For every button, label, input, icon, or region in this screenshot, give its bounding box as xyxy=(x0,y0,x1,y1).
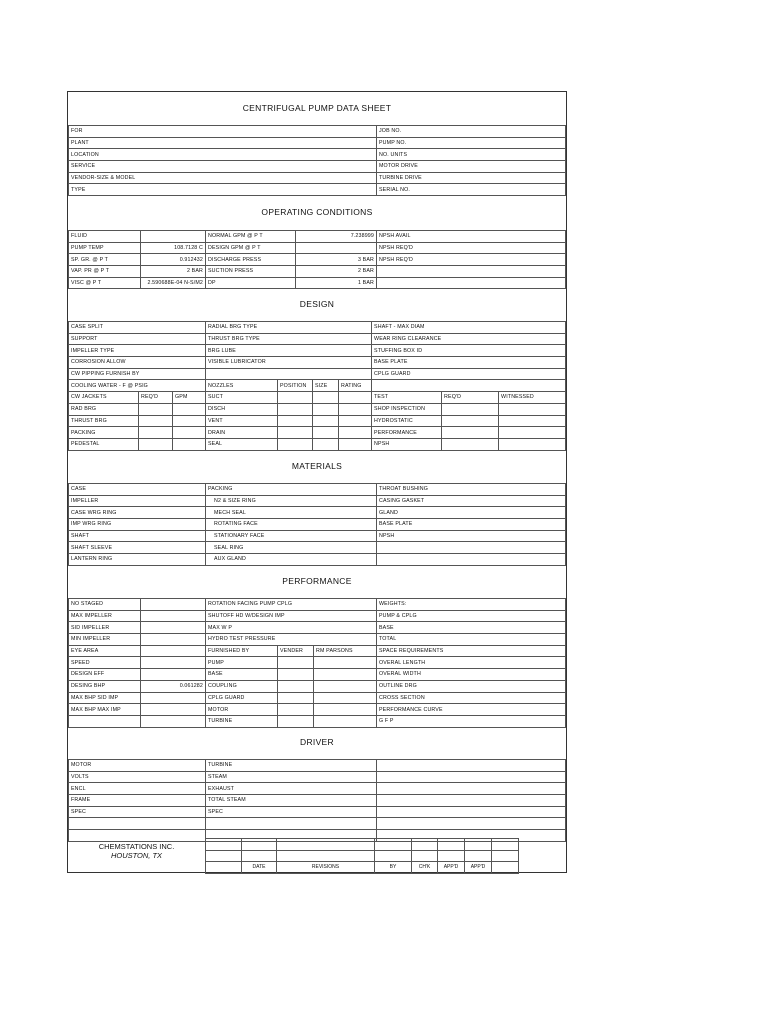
field-value: 2 BAR xyxy=(296,266,377,278)
field-label: DISCHARGE PRESS xyxy=(206,254,296,266)
performance-row xyxy=(69,704,566,716)
performance-row xyxy=(69,622,566,634)
field-label: SID IMPELLER xyxy=(69,622,141,634)
performance-row xyxy=(69,669,566,681)
field-label: LOCATION xyxy=(69,149,377,161)
driver-table xyxy=(68,759,566,842)
cooling-water-label: COOLING WATER - F @ PSIG xyxy=(69,380,206,392)
field-label: SHAFT - MAX DIAM xyxy=(372,322,566,334)
field-label: WEIGHTS: xyxy=(377,599,566,611)
field-label: PUMP NO. xyxy=(377,137,566,149)
revision-header: APP'D xyxy=(465,862,492,874)
field-cell xyxy=(173,415,206,427)
field-cell xyxy=(242,839,277,851)
nozzle-label: VENT xyxy=(206,415,278,427)
test-item-label: PERFORMANCE xyxy=(372,427,442,439)
nozzle-label: SUCT xyxy=(206,392,278,404)
revision-header: REVISIONS xyxy=(277,862,375,874)
design-item-row xyxy=(69,403,566,415)
field-cell xyxy=(377,806,566,818)
materials-table xyxy=(68,483,566,566)
field-value: 108.7128 C xyxy=(141,242,206,254)
field-label: SPACE REQUIREMENTS xyxy=(377,645,566,657)
field-value: 2.590688E-04 N-S/M2 xyxy=(141,277,206,289)
field-cell xyxy=(173,427,206,439)
field-label: THROAT BUSHING xyxy=(377,484,566,496)
field-label xyxy=(69,818,206,830)
materials-row xyxy=(69,484,566,496)
field-label: TURBINE xyxy=(206,760,377,772)
field-value xyxy=(141,634,206,646)
field-label: FOR xyxy=(69,126,377,138)
field-cell xyxy=(412,850,438,862)
field-label: AUX GLAND xyxy=(206,554,377,566)
column-header: WITNESSED xyxy=(499,392,566,404)
general-row xyxy=(69,149,566,161)
field-value xyxy=(141,657,206,669)
performance-row xyxy=(69,610,566,622)
general-row xyxy=(69,137,566,149)
operating-row xyxy=(69,231,566,243)
field-cell xyxy=(139,427,173,439)
design-title: DESIGN xyxy=(299,299,335,309)
cw-item-label: THRUST BRG xyxy=(69,415,139,427)
field-cell xyxy=(173,438,206,450)
field-label: MAX BHP MAX IMP xyxy=(69,704,141,716)
field-cell xyxy=(339,415,372,427)
field-label: IMPELLER xyxy=(69,495,206,507)
field-cell xyxy=(206,862,242,874)
field-cell xyxy=(314,692,377,704)
field-value: 0.061282 xyxy=(141,680,206,692)
field-cell xyxy=(313,438,339,450)
company-label: CHEMSTATIONS INC. xyxy=(98,842,175,851)
driver-row xyxy=(69,806,566,818)
revision-header: APP'D xyxy=(438,862,465,874)
field-label: NPSH xyxy=(377,530,566,542)
field-cell xyxy=(206,839,242,851)
field-value xyxy=(296,242,377,254)
company-name xyxy=(68,842,205,860)
field-cell xyxy=(314,669,377,681)
general-row xyxy=(69,126,566,138)
field-cell xyxy=(139,403,173,415)
field-label: BASE xyxy=(377,622,566,634)
field-label: JOB NO. xyxy=(377,126,566,138)
field-label: NPSH REQ'D xyxy=(377,242,566,254)
field-cell xyxy=(339,392,372,404)
field-value xyxy=(141,622,206,634)
field-cell xyxy=(377,760,566,772)
field-value: 0.912432 xyxy=(141,254,206,266)
field-value xyxy=(141,610,206,622)
field-cell xyxy=(206,850,242,862)
field-cell xyxy=(278,392,313,404)
driver-row xyxy=(69,783,566,795)
field-label: OVERAL LENGTH xyxy=(377,657,566,669)
field-cell xyxy=(278,657,314,669)
field-label: MOTOR xyxy=(206,704,278,716)
column-header: NOZZLES xyxy=(206,380,278,392)
field-label: TYPE xyxy=(69,184,377,196)
column-header: REQ'D xyxy=(442,392,499,404)
nozzle-label: DRAIN xyxy=(206,427,278,439)
field-label: OUTLINE DRG xyxy=(377,680,566,692)
materials-title: MATERIALS xyxy=(291,461,343,471)
company-city: HOUSTON, TX xyxy=(110,851,163,860)
field-label: IMPELLER TYPE xyxy=(69,345,206,357)
field-cell xyxy=(277,839,375,851)
general-row xyxy=(69,161,566,173)
field-cell xyxy=(377,818,566,830)
column-header: VENDER xyxy=(278,645,314,657)
materials-row xyxy=(69,542,566,554)
field-label: SHUTOFF HD W/DESIGN IMP xyxy=(206,610,377,622)
field-label: CASE xyxy=(69,484,206,496)
field-label: VISC @ P T xyxy=(69,277,141,289)
field-label: COUPLING xyxy=(206,680,278,692)
field-cell xyxy=(278,680,314,692)
field-label: NPSH REQ'D xyxy=(377,254,566,266)
field-label: G F P xyxy=(377,715,566,727)
operating-conditions-table xyxy=(68,230,566,289)
column-header: REQ'D xyxy=(139,392,173,404)
field-cell xyxy=(412,839,438,851)
field-label: SERIAL NO. xyxy=(377,184,566,196)
field-cell xyxy=(438,839,465,851)
field-label: RADIAL BRG TYPE xyxy=(206,322,372,334)
field-value xyxy=(141,669,206,681)
field-label: ENCL xyxy=(69,783,206,795)
field-cell xyxy=(313,392,339,404)
field-label: PACKING xyxy=(206,484,377,496)
field-label: NO STAGED xyxy=(69,599,141,611)
test-item-label: NPSH xyxy=(372,438,442,450)
field-label: N2 & SIZE RING xyxy=(206,495,377,507)
field-cell xyxy=(442,403,499,415)
field-label: SPEC xyxy=(206,806,377,818)
field-label: FLUID xyxy=(69,231,141,243)
design-header-row xyxy=(69,380,566,392)
field-label: VAP. PR @ P T xyxy=(69,266,141,278)
materials-row xyxy=(69,495,566,507)
field-label: SEAL RING xyxy=(206,542,377,554)
field-cell xyxy=(278,715,314,727)
field-label: VOLTS xyxy=(69,771,206,783)
design-row xyxy=(69,368,566,380)
field-cell xyxy=(339,403,372,415)
field-label: CW PIPPING FURNISH BY xyxy=(69,368,206,380)
field-label: TURBINE DRIVE xyxy=(377,172,566,184)
field-label xyxy=(69,715,141,727)
materials-row xyxy=(69,554,566,566)
test-item-label: HYDROSTATIC xyxy=(372,415,442,427)
field-label xyxy=(206,368,372,380)
field-label: SUPPORT xyxy=(69,333,206,345)
field-label: DESIGN GPM @ P T xyxy=(206,242,296,254)
field-cell xyxy=(339,427,372,439)
field-label: HYDRO TEST PRESSURE xyxy=(206,634,377,646)
column-header: SIZE xyxy=(313,380,339,392)
driver-row xyxy=(69,760,566,772)
field-label: SP. GR. @ P T xyxy=(69,254,141,266)
design-row xyxy=(69,357,566,369)
field-cell xyxy=(372,380,566,392)
nozzle-label: SEAL xyxy=(206,438,278,450)
field-label: BASE xyxy=(206,669,278,681)
operating-row xyxy=(69,277,566,289)
field-label: PERFORMANCE CURVE xyxy=(377,704,566,716)
revision-row xyxy=(206,850,519,862)
column-header: TEST xyxy=(372,392,442,404)
field-label: BRG LUBE xyxy=(206,345,372,357)
field-label: NO. UNITS xyxy=(377,149,566,161)
operating-row xyxy=(69,266,566,278)
field-cell xyxy=(278,704,314,716)
field-value: 3 BAR xyxy=(296,254,377,266)
field-label: OVERAL WIDTH xyxy=(377,669,566,681)
field-cell xyxy=(278,403,313,415)
field-label: SHAFT SLEEVE xyxy=(69,542,206,554)
sheet-title: CENTRIFUGAL PUMP DATA SHEET xyxy=(242,103,392,113)
field-label xyxy=(69,830,206,842)
driver-row xyxy=(69,771,566,783)
field-cell xyxy=(499,415,566,427)
field-cell xyxy=(313,427,339,439)
general-info-table xyxy=(68,125,566,196)
operating-row xyxy=(69,242,566,254)
field-cell xyxy=(277,850,375,862)
field-label: CPLG GUARD xyxy=(206,692,278,704)
field-cell xyxy=(499,427,566,439)
field-label: THRUST BRG TYPE xyxy=(206,333,372,345)
field-label: TOTAL STEAM xyxy=(206,795,377,807)
field-cell xyxy=(492,862,519,874)
field-value: 7.238999 xyxy=(296,231,377,243)
field-label: CROSS SECTION xyxy=(377,692,566,704)
field-label: CASE WRG RING xyxy=(69,507,206,519)
field-cell xyxy=(314,680,377,692)
field-label: VENDOR-SIZE & MODEL xyxy=(69,172,377,184)
field-label: MAX BHP SID IMP xyxy=(69,692,141,704)
field-label: MOTOR xyxy=(69,760,206,772)
field-value xyxy=(141,599,206,611)
performance-row xyxy=(69,645,566,657)
design-item-row xyxy=(69,415,566,427)
materials-row xyxy=(69,507,566,519)
performance-row xyxy=(69,599,566,611)
field-cell xyxy=(278,692,314,704)
field-label xyxy=(377,277,566,289)
field-label: TOTAL xyxy=(377,634,566,646)
performance-row xyxy=(69,634,566,646)
field-value: 2 BAR xyxy=(141,266,206,278)
field-label: BASE PLATE xyxy=(377,519,566,531)
field-label: ROTATING FACE xyxy=(206,519,377,531)
field-label: NPSH AVAIL xyxy=(377,231,566,243)
field-cell xyxy=(492,850,519,862)
field-cell xyxy=(375,839,412,851)
column-header: CW JACKETS xyxy=(69,392,139,404)
field-label: CASE SPLIT xyxy=(69,322,206,334)
driver-row xyxy=(69,818,566,830)
field-label: IMP WRG RING xyxy=(69,519,206,531)
field-label: CASING GASKET xyxy=(377,495,566,507)
design-row xyxy=(69,345,566,357)
field-cell xyxy=(314,704,377,716)
field-label: FRAME xyxy=(69,795,206,807)
operating-row xyxy=(69,254,566,266)
field-label: MAX W P xyxy=(206,622,377,634)
field-label: WEAR RING CLEARANCE xyxy=(372,333,566,345)
field-label xyxy=(377,266,566,278)
field-value xyxy=(141,715,206,727)
column-header: RATING xyxy=(339,380,372,392)
field-label: STUFFING BOX ID xyxy=(372,345,566,357)
field-cell xyxy=(139,415,173,427)
field-cell xyxy=(139,438,173,450)
field-label: MIN IMPELLER xyxy=(69,634,141,646)
revisions-table xyxy=(205,838,519,874)
field-label: PUMP TEMP xyxy=(69,242,141,254)
field-cell xyxy=(465,839,492,851)
test-item-label: SHOP INSPECTION xyxy=(372,403,442,415)
field-label: MECH SEAL xyxy=(206,507,377,519)
nozzle-label: DISCH xyxy=(206,403,278,415)
field-label: SPEC xyxy=(69,806,206,818)
field-label: PUMP xyxy=(206,657,278,669)
field-cell xyxy=(375,850,412,862)
general-row xyxy=(69,172,566,184)
field-value xyxy=(141,645,206,657)
field-value xyxy=(141,704,206,716)
field-cell xyxy=(442,438,499,450)
performance-title: PERFORMANCE xyxy=(282,576,352,586)
field-label: MOTOR DRIVE xyxy=(377,161,566,173)
field-cell xyxy=(465,850,492,862)
field-cell xyxy=(499,438,566,450)
revision-row xyxy=(206,839,519,851)
field-cell xyxy=(278,438,313,450)
field-cell xyxy=(242,850,277,862)
field-label: MAX IMPELLER xyxy=(69,610,141,622)
field-cell xyxy=(278,427,313,439)
field-cell xyxy=(377,783,566,795)
field-cell xyxy=(278,415,313,427)
design-header-row xyxy=(69,392,566,404)
field-label: SHAFT xyxy=(69,530,206,542)
field-label: STEAM xyxy=(206,771,377,783)
field-cell xyxy=(339,438,372,450)
revision-header: DATE xyxy=(242,862,277,874)
field-label: VISIBLE LUBRICATOR xyxy=(206,357,372,369)
field-cell xyxy=(377,795,566,807)
field-label: SPEED xyxy=(69,657,141,669)
field-value: 1 BAR xyxy=(296,277,377,289)
performance-row xyxy=(69,692,566,704)
column-header: RM PARSONS xyxy=(314,645,377,657)
field-label: SUCTION PRESS xyxy=(206,266,296,278)
performance-table xyxy=(68,598,566,728)
field-cell xyxy=(442,427,499,439)
revision-header: CH'K xyxy=(412,862,438,874)
field-cell xyxy=(314,657,377,669)
field-label: BASE PLATE xyxy=(372,357,566,369)
driver-row xyxy=(69,795,566,807)
field-value xyxy=(141,231,206,243)
driver-title: DRIVER xyxy=(300,737,334,747)
field-label: CPLG GUARD xyxy=(372,368,566,380)
field-cell xyxy=(492,839,519,851)
field-label: DP xyxy=(206,277,296,289)
field-label: LANTERN RING xyxy=(69,554,206,566)
pump-data-sheet xyxy=(67,91,567,873)
field-label: DESIGN EFF xyxy=(69,669,141,681)
field-cell xyxy=(438,850,465,862)
design-table xyxy=(68,321,566,451)
field-cell xyxy=(314,715,377,727)
field-label: TURBINE xyxy=(206,715,278,727)
cw-item-label: PACKING xyxy=(69,427,139,439)
performance-row xyxy=(69,715,566,727)
general-row xyxy=(69,184,566,196)
design-item-row xyxy=(69,427,566,439)
field-label: STATIONARY FACE xyxy=(206,530,377,542)
field-label: GLAND xyxy=(377,507,566,519)
field-label: PUMP & CPLG xyxy=(377,610,566,622)
design-row xyxy=(69,322,566,334)
field-value xyxy=(141,692,206,704)
field-cell xyxy=(377,771,566,783)
cw-item-label: PEDESTAL xyxy=(69,438,139,450)
field-cell xyxy=(313,403,339,415)
design-row xyxy=(69,333,566,345)
materials-row xyxy=(69,519,566,531)
materials-row xyxy=(69,530,566,542)
field-cell xyxy=(173,403,206,415)
field-label: NORMAL GPM @ P T xyxy=(206,231,296,243)
field-label xyxy=(206,818,377,830)
performance-row xyxy=(69,657,566,669)
design-item-row xyxy=(69,438,566,450)
column-header: POSITION xyxy=(278,380,313,392)
field-label xyxy=(377,542,566,554)
column-header: FURNISHED BY xyxy=(206,645,278,657)
field-cell xyxy=(278,669,314,681)
field-cell xyxy=(499,403,566,415)
field-cell xyxy=(313,415,339,427)
field-label: EYE AREA xyxy=(69,645,141,657)
cw-item-label: RAD BRG xyxy=(69,403,139,415)
field-cell xyxy=(442,415,499,427)
field-label: DESING BHP xyxy=(69,680,141,692)
operating-conditions-title: OPERATING CONDITIONS xyxy=(261,207,373,217)
field-label xyxy=(377,554,566,566)
field-label: EXHAUST xyxy=(206,783,377,795)
field-label: CORROSION ALLOW xyxy=(69,357,206,369)
field-label: PLANT xyxy=(69,137,377,149)
field-label: ROTATION FACING PUMP CPLG xyxy=(206,599,377,611)
field-label: SERVICE xyxy=(69,161,377,173)
column-header: GPM xyxy=(173,392,206,404)
performance-row xyxy=(69,680,566,692)
revision-header: BY xyxy=(375,862,412,874)
revision-header-row xyxy=(206,862,519,874)
